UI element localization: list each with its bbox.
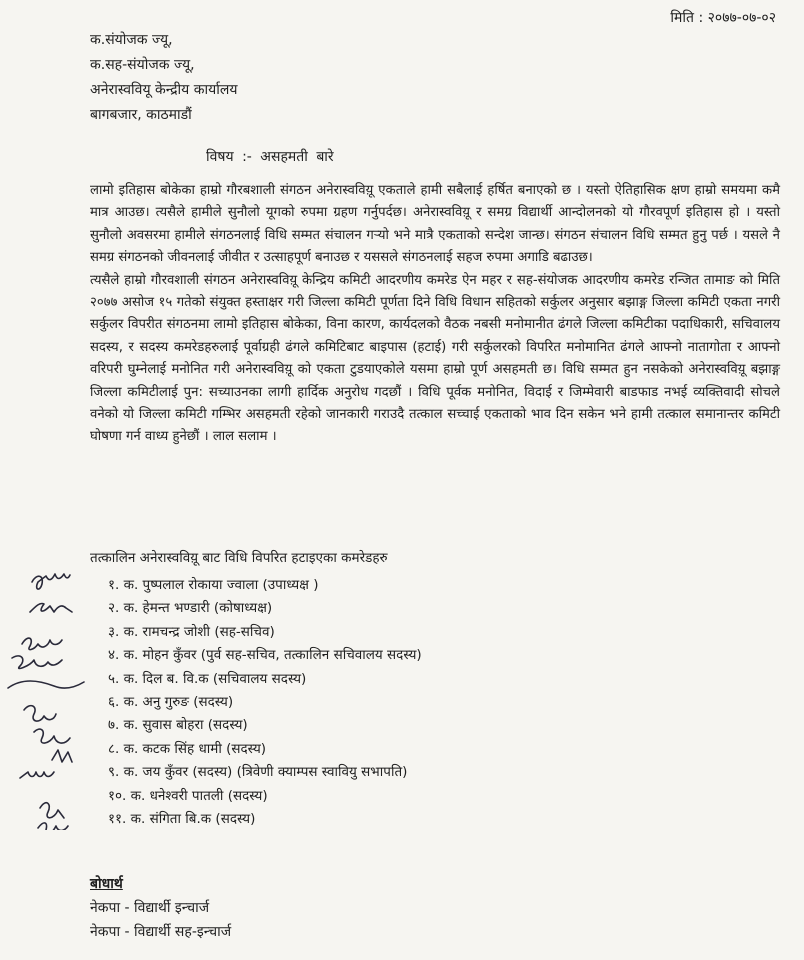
address-line: क.संयोजक ज्यू, (90, 32, 173, 48)
address-line: अनेरास्ववियू केन्द्रीय कार्यालय (90, 82, 238, 98)
signature-9 (20, 772, 54, 778)
member-item: ३. क. रामचन्द्र जोशी (सह-सचिव) (108, 623, 275, 640)
body-paragraph: लामो इतिहास बोकेका हाम्रो गौरबशाली संगठन अनेरास्वविय़ू एकताले हामी सबैलाई हर्षित बनाएको छ । यस्तो ऐतिहासिक क्षण हाम्रो समयमा कमै मात्र आउछ। त्यसैले हामीले सुनौलो यूगको रुपमा ग्रहण गर्नुपर्दछ। अनेरास्वविय़ू र समग्र विद्यार्थी आन्दोलनको यो गौरवपूर्ण इतिहास हो । यस्तो सुनौलो अवसरमा हामीले संगठनलाई विधि सम्मत संचालन गर्‍यो भने मात्रै एकताको सन्देश जान्छ। संगठन संचालन विधि सम्मत हुनु पर्छ । यसले नै समग्र संगठनको जीवनलाई जीवीत र उत्साहपूर्ण बनाउछ र यससले संगठनलाई सहज रुपमा अगाडि बढाउछ। (90, 183, 780, 266)
member-item: ५. क. दिल ब. वि.क (सचिवालय सदस्य) (108, 670, 307, 687)
address-line: बागबजार, काठमाडौं (90, 107, 192, 123)
address-line: क.सह-संयोजक ज्यू, (90, 57, 195, 73)
member-item: ९. क. जय कुँवर (सदस्य) (त्रिवेणी क्याम्पस स्वावियु सभापति) (108, 764, 408, 781)
signature-4 (12, 656, 62, 669)
signature-3 (22, 638, 62, 650)
recipient-address (90, 28, 237, 128)
signature-5 (8, 681, 84, 688)
member-item: १. क. पुष्पलाल रोकाया ज्वाला (उपाध्यक्ष ) (108, 577, 319, 593)
signature-2 (30, 603, 72, 612)
member-item: ६. क. अनु गुरुङ (सदस्य) (108, 694, 234, 711)
cc-line: नेकपा - विद्यार्थी इन्चार्ज (90, 900, 210, 916)
removed-members-heading: तत्कालिन अनेरास्वविय़ू बाट विधि विपरित हटाइएका कमरेडहरु (90, 550, 388, 566)
signature-11 (38, 823, 68, 830)
cc-title: बोधार्थ (90, 876, 123, 892)
removed-members-list (108, 574, 422, 831)
letter-body (90, 180, 780, 449)
member-item: ४. क. मोहन कुँवर (पुर्व सह-सचिव, तत्कालिन सचिवालय सदस्य) (108, 647, 422, 664)
member-item: ८. क. कटक सिंह धामी (सदस्य) (108, 740, 267, 757)
member-item: १०. क. धनेश्वरी पातली (सदस्य) (108, 787, 268, 804)
letter-subject: विषय :- असहमती बारे (206, 149, 334, 165)
member-item: ११. क. संगिता बि.क (सदस्य) (108, 811, 256, 828)
letter-date: मिति : २०७७-०७-०२ (670, 10, 776, 26)
signature-6 (24, 706, 56, 721)
cc-line: नेकपा - विद्यार्थी सह-इन्चार्ज (90, 924, 232, 940)
signature-7 (34, 729, 70, 743)
signature-10 (40, 803, 64, 818)
cc-section (90, 872, 231, 944)
member-item: ७. क. सुवास बोहरा (सदस्य) (108, 717, 248, 734)
member-item: २. क. हेमन्त भण्डारी (कोषाध्यक्ष) (108, 600, 273, 617)
signature-1 (32, 574, 70, 589)
body-paragraph: त्यसैले हाम्रो गौरवशाली संगठन अनेरास्वविय़ू केन्द्रिय कमिटी आदरणीय कमरेड ऐन महर र सह-संयोजक आदरणीय कमरेड रन्जित तामाङ को मिति २०७७ असोज १५ गतेको संयुक्त हस्ताक्षर गरी जिल्ला कमिटी पूर्णता दिने विधि विधान सहितको सर्कुलर अनुसार बझाङ्ग जिल्ला कमिटी एकता नगरी सर्कुलर विपरीत संगठनमा लामो इतिहास बोकेका, विना कारण, कार्यदलको वैठक नबसी मनोमानीत ढंगले जिल्ला कमिटीका पदाधिकारी, सचिवालय सदस्य, र सदस्य कमरेडहरुलाई पूर्वाग्रही ढंगले कमिटिबाट बाइपास (हटाई) गरी सर्कुलरको विपरित मनोमानित ढंगले आफ्नो नातागोता र आफ्नो वरिपरी घुम्नेलाई मनोनित गरी अनेरास्वविय़ू को एकता टुडयाएकोले यसमा हाम्रो पूर्ण असहमती छ। विधि सम्मत हुन नसकेको अनेरास्वविय़ू बझाङ्ग जिल्ला कमिटीलाई पुन: सच्याउनका लागी हार्दिक अनुरोध गदछौं । विधि पूर्वक मनोनित, विदाई र जिम्मेवारी बाडफाड नभई व्यक्तिवादी सोचले वनेको यो जिल्ला कमिटी गम्भिर असहमती रहेको जानकारी गराउदै तत्काल सच्चाई एकताको भाव दिन सकेन भने हामी तत्काल समानान्तर कमिटी घोषणा गर्न वाध्य हुनेछौं । लाल सलाम । (90, 272, 780, 445)
signature-8 (52, 750, 72, 762)
handwritten-signatures (0, 560, 120, 830)
